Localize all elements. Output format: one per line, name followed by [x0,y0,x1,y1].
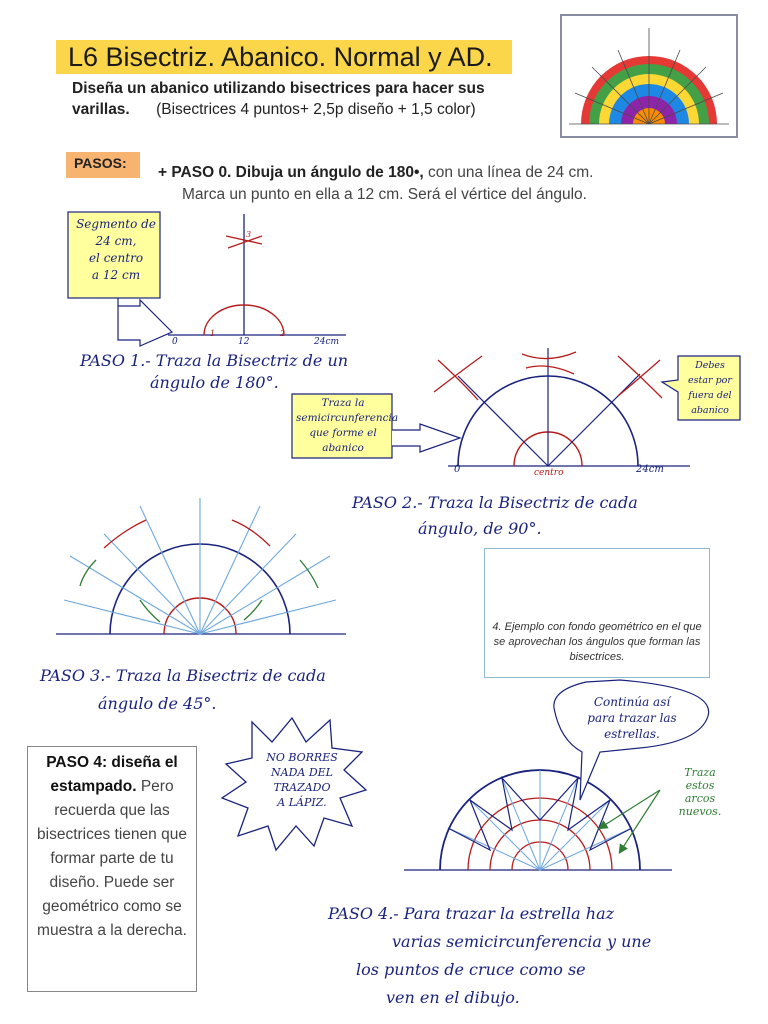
semicirc-line-1: Traza la [321,397,365,409]
step4-rest: Pero recuerda que las bisectrices tienen que formar parte de tu diseño. Puede ser geométrico como se muestra a la derecha. [37,778,187,939]
grading-text: (Bisectrices 4 puntos+ 2,5p diseño + 1,5 color) [156,101,476,118]
debes-line-4: abanico [691,405,729,416]
assignment-bold-text: Diseña un abanico utilizando bisectrices para hacer sus varillas. [72,80,485,118]
step4-instructions-box [27,746,197,992]
paso3-line-1: PASO 3.- Traza la Bisectriz de cada [40,666,326,685]
traza-arcos-note [660,766,740,818]
paso2-line-1: PASO 2.- Traza la Bisectriz de cada [352,493,638,512]
paso4-note [328,900,748,1012]
traza-arcos-line-2: estos [685,779,715,792]
axis-label-24: 24cm [314,337,340,347]
paso1-note [80,350,348,394]
page-title: L6 Bisectriz. Abanico. Normal y AD. [56,40,512,74]
segmento-line-3: el centro [88,251,144,265]
semicirc-line-2: semicircunferencia [296,412,399,424]
axis2-label-0: 0 [454,464,461,475]
paso4-line-2: varias semicircunferencia y une [392,932,652,951]
continua-note [562,694,702,742]
centro-label: centro [534,468,564,478]
paso2-line-2: ángulo, de 90°. [418,519,542,538]
paso0-line2: Marca un punto en ella a 12 cm. Será el vértice del ángulo. [182,186,587,203]
paso1-line-1: PASO 1.- Traza la Bisectriz de un [80,351,349,370]
no-borres-line-4: A LÁPIZ. [277,796,327,809]
traza-arcos-line-4: nuevos. [678,805,722,818]
paso4-line-1: PASO 4.- Para trazar la estrella haz [328,904,615,923]
paso4-line-4: ven en el dibujo. [386,988,520,1007]
debes-line-2: estar por [688,375,732,386]
paso0-heading: + PASO 0. Dibuja un ángulo de 180•, [158,164,424,181]
segmento-note [72,216,160,284]
debes-line-1: Debes [695,360,725,371]
paso2-note [352,490,638,542]
no-borres-line-3: TRAZADO [273,781,331,794]
paso4-line-3: los puntos de cruce como se [356,960,586,979]
paso3-figure [56,498,346,634]
semicirc-line-3: que forme el [309,427,377,439]
axis-label-12: 12 [238,337,250,347]
semicirc-line-4: abanico [322,442,364,454]
segmento-line-4: a 12 cm [91,268,141,282]
debes-note [680,358,740,418]
continua-line-1: Continúa así [593,695,671,709]
segmento-arrow [118,298,172,346]
axis-mark-3: 3 [246,230,252,239]
continua-line-2: para trazar las [587,711,677,725]
axis-mark-1: 1 [210,329,216,338]
semicirc-note [296,396,399,456]
continua-line-3: estrellas. [604,727,660,741]
no-borres-line-2: NADA DEL [271,766,333,779]
debes-line-3: fuera del [688,390,732,401]
paso1-line-2: ángulo de 180°. [150,373,279,392]
step4-bold: PASO 4: diseña el estampado. [46,754,178,795]
paso3-line-2: ángulo de 45°. [98,694,217,713]
traza-arcos-line-1: Traza [684,766,716,779]
no-borres-note [250,750,354,810]
axis2-label-24: 24cm [636,464,664,475]
axis-mark-2: 2 [280,329,286,338]
no-borres-line-1: NO BORRES [266,751,338,764]
example-caption: 4. Ejemplo con fondo geométrico en el que se aprovechan los ángulos que forman las bisectrices. [492,621,702,663]
pasos-label: PASOS: [66,152,140,178]
paso0-line1: con una línea de 24 cm. [428,164,594,181]
traza-arcos-line-3: arcos [684,792,716,805]
axis-label-0: 0 [172,337,178,347]
segmento-line-2: 24 cm, [95,234,137,248]
paso3-note [40,662,326,718]
segmento-line-1: Segmento de [76,217,156,231]
